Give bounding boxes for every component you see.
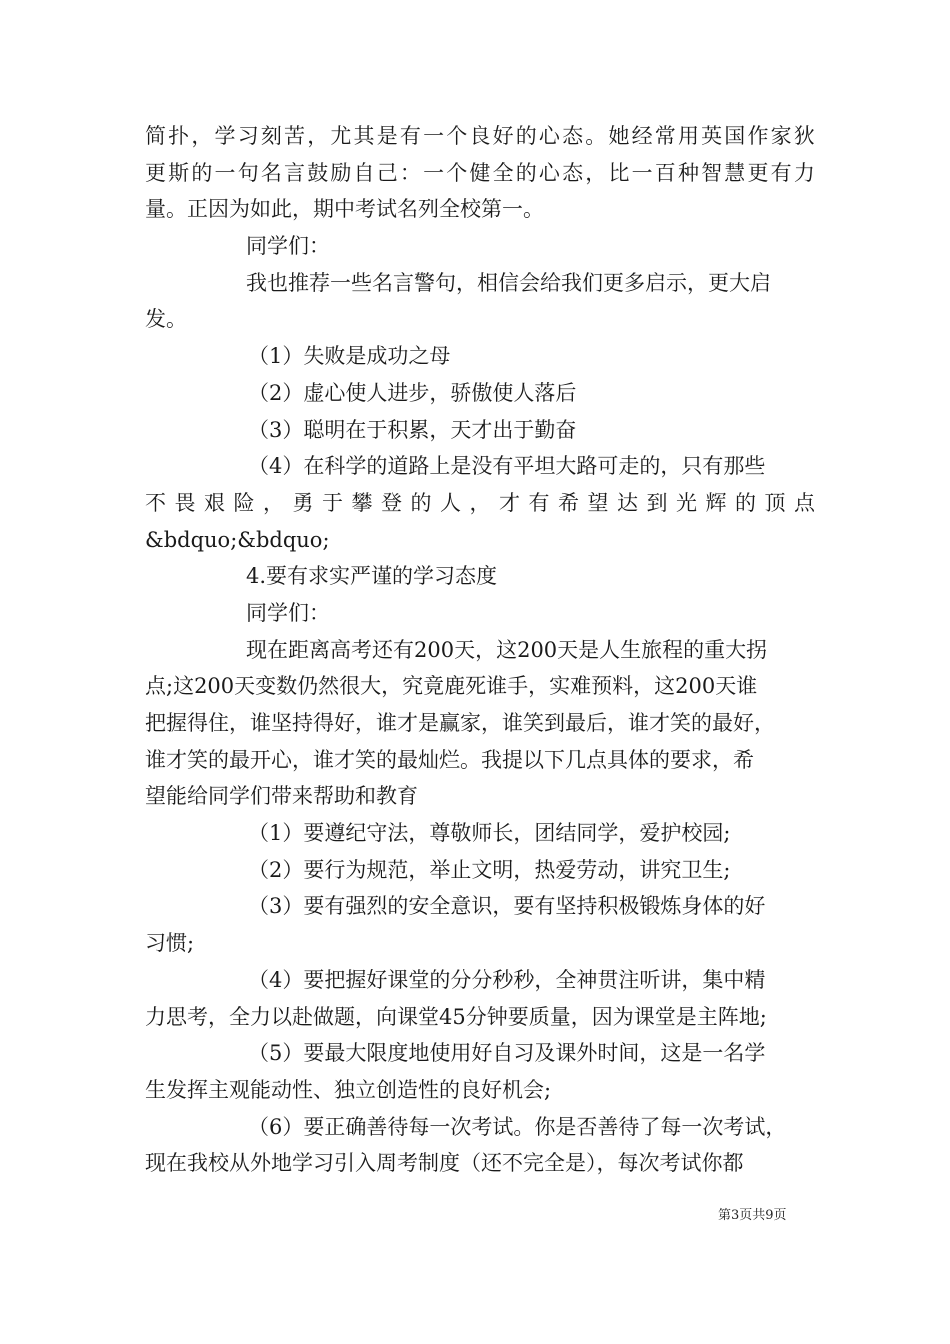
list-item: （5）要最大限度地使用好自习及课外时间，这是一名学 [248, 1041, 766, 1066]
text-line: 谁才笑的最开心，谁才笑的最灿烂。我提以下几点具体的要求，希 [145, 747, 754, 772]
text-line: 发。 [145, 307, 187, 332]
list-item: （2）要行为规范，举止文明，热爱劳动，讲究卫生; [248, 857, 731, 882]
list-item: （3）聪明在于积累，天才出于勤奋 [248, 417, 577, 442]
list-item: （1）失败是成功之母 [248, 344, 451, 369]
list-item: （4）在科学的道路上是没有平坦大路可走的，只有那些 [248, 454, 766, 479]
section-heading: 4.要有求实严谨的学习态度 [246, 564, 498, 589]
text-line: 习惯; [145, 931, 195, 956]
text-line: 生发挥主观能动性、独立创造性的良好机会; [145, 1077, 552, 1102]
text-line: 量。正因为如此，期中考试名列全校第一。 [145, 197, 544, 222]
paragraph-salutation: 同学们： [246, 600, 330, 625]
paragraph-start: 现在距离高考还有200天，这200天是人生旅程的重大拐 [246, 637, 768, 662]
text-line: &bdquo;&bdquo; [145, 527, 330, 552]
text-line: 点;这200天变数仍然很大，究竟鹿死谁手，实难预料，这200天谁 [145, 674, 758, 699]
paragraph-salutation: 同学们： [246, 234, 330, 259]
list-item: （4）要把握好课堂的分分秒秒，全神贯注听讲，集中精 [248, 967, 766, 992]
list-item: （1）要遵纪守法，尊敬师长，团结同学，爱护校园; [248, 821, 731, 846]
paragraph-start: 我也推荐一些名言警句，相信会给我们更多启示，更大启 [246, 270, 771, 295]
text-line: 现在我校从外地学习引入周考制度（还不完全是），每次考试你都 [145, 1151, 744, 1176]
text-line-spaced: 不 畏 艰 险 ， 勇 于 攀 登 的 人 ， 才 有 希 望 达 到 光 辉 的 顶 点 [145, 490, 815, 515]
document-body [145, 118, 815, 1182]
text-line: 简 扑 ， 学 习 刻 苦 ， 尤 其 是 有 一 个 良 好 的 心 态 。 她 经 常 用 英 国 作 家 狄 [145, 124, 815, 148]
page-number: 第3页共9页 [718, 1208, 787, 1223]
text-line: 望能给同学们带来帮助和教育 [145, 784, 418, 809]
list-item: （3）要有强烈的安全意识，要有坚持积极锻炼身体的好 [248, 894, 766, 919]
text-line: 更 斯 的 一 句 名 言 鼓 励 自 己 ： 一 个 健 全 的 心 态 ， 比 一 百 种 智 慧 更 有 力 [145, 160, 815, 185]
list-item: （2）虚心使人进步，骄傲使人落后 [248, 380, 577, 405]
list-item: （6）要正确善待每一次考试。你是否善待了每一次考试， [248, 1114, 787, 1139]
text-line: 把握得住，谁坚持得好，谁才是赢家，谁笑到最后，谁才笑的最好， [145, 711, 775, 735]
text-line: 力思考，全力以赴做题，向课堂45分钟要质量，因为课堂是主阵地; [145, 1004, 767, 1029]
